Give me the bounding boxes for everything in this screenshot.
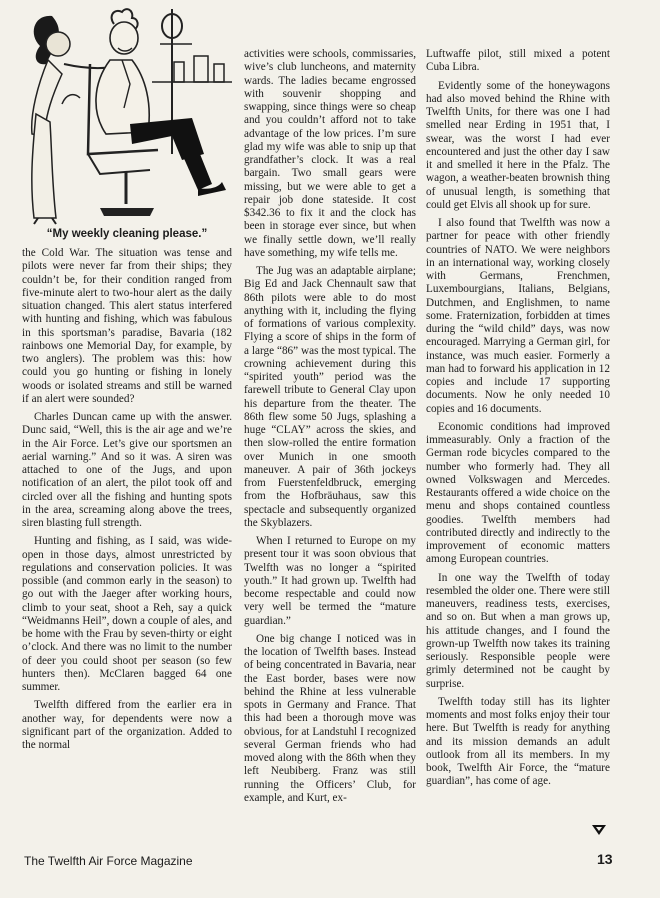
- page-number: 13: [597, 851, 613, 867]
- paragraph: Evidently some of the honeywagons had also moved behind the Rhine with Twelfth Units, for there was one I had smelled near Erding in 1951 that, I swear, was the worst I had ever encountered and just the other day I saw it and smelled it here in the Pfalz. The wagon, a weather-beaten brownish thing of unusual length, is something that could get Elvis all shook up for sure.: [426, 79, 610, 211]
- paragraph: Luftwaffe pilot, still mixed a potent Cuba Libra.: [426, 48, 610, 74]
- article-column-1: [22, 247, 232, 844]
- paragraph: Charles Duncan came up with the answer. Dunc said, “Well, this is the air age and we’re in the Air Force. Let’s give our sportsmen an aerial warning.” And so it was. A siren was attached to one of the Jugs, and upon notification of an alert, the pilot took off and circled over all the fishing and hunting spots in the area, screaming along above the trees, siren blasting full strength.: [22, 411, 232, 529]
- paragraph: In one way the Twelfth of today resembled the older one. There were still maneuvers, readiness tests, exercises, and so on. But when a man grows up, his attitude changes, and I found the grown-up Twelfth now takes its training seriously. Responsible people were grimly determined not be caught by surprise.: [426, 571, 610, 690]
- paragraph: The Jug was an adaptable airplane; Big Ed and Jack Chennault saw that 86th pilots were able to do most anything with it, including the flying of formations of various complexity. Flying a score of ships in the form of a large “86” was the most typical. The crowning achievement during this “spirited youth” period was the farewell tribute to General Clay upon his departure from the theater. The 86th flew some 50 Jugs, splashing a huge “CLAY” across the skies, and then slow-rolled the entire formation over Munich in one smooth maneuver. A pair of 36th jockeys from Fuerstenfeldbruck, emerging from the Hofbräuhaus, saw this spectacle and subsequently organized the Skyblazers.: [244, 265, 416, 529]
- paragraph: Economic conditions had improved immeasurably. Only a fraction of the German rode bicycles compared to the number who formerly had. They all owned Volkswagen and Mercedes. Restaurants offered a wide choice on the menu and shops contained countless goodies. Twelfth members had contributed directly and indirectly to the improvement of economic matters among European countries.: [426, 420, 610, 566]
- cartoon-caption: “My weekly cleaning please.”: [46, 228, 208, 240]
- paragraph: activities were schools, commissaries, wive’s club luncheons, and maternity wards. The ladies became engrossed with souvenir shopping and swapping, since things were so cheap and you couldn’t afford not to take advantage of the low prices. I’m sure glad my wife was able to snip up that grandfather’s clock. It was a real bargain. Two small gears were missing, but we were able to get a repair job done stateside. It cost $342.36 to fix it and the clock has been in storage ever since, but when we finally settle down, we’ll really have something, my wife tells me.: [244, 48, 416, 259]
- paragraph: I also found that Twelfth was now a partner for peace with other friendly countries of NATO. We were neighbors in an international way, working closely with Germans, Frenchmen, Luxembourgians, Italians, Belgians, Dutchmen, and Englishmen, to name some. Fraternization, forbidden at times during the “wild child” days, was now encouraged. Marrying a German girl, for instance, was much easier. Formerly a man had to forward his application in 12 copies and include 17 supporting documents. Now he only needed 10 copies and 16 documents.: [426, 217, 610, 415]
- article-column-3: [426, 48, 610, 844]
- paragraph: Twelfth differed from the earlier era in another way, for dependents were now a significant part of the organization. Added to the normal: [22, 699, 232, 751]
- dentist-cartoon-illustration: [22, 4, 232, 226]
- magazine-title-footer: The Twelfth Air Force Magazine: [24, 854, 193, 868]
- paragraph: Twelfth today still has its lighter moments and most folks enjoy their tour here. But Twelfth is ready for anything and its mission demands an adult outlook from all its members. In my book, Twelfth Air Force, the “mature guardian”, has come of age.: [426, 695, 610, 788]
- paragraph: One big change I noticed was in the location of Twelfth bases. Instead of being concentrated in Bavaria, near the East border, bases were now behind the Rhine at less vulnerable spots in Germany and France. That this had been a thorough move was obvious, for at Landstuhl I recognized several German friends who had moved along with the 86th when they left Neubiberg. Franz was still running the Officers’ Club, for example, and Kurt, ex-: [244, 632, 416, 804]
- paragraph: When I returned to Europe on my present tour it was soon obvious that Twelfth was no longer a “spirited youth.” It had grown up. Twelfth had become respectable and could now very well be termed the “mature guardian.”: [244, 535, 416, 627]
- paragraph: Hunting and fishing, as I said, was wide-open in those days, almost unrestricted by regulations and conservation policies. It was possible (and common early in the season) to go out with the Jaeger after working hours, climb to your seat, shoot a Reh, say a quick “Weidmanns Heil”, down a couple of ales, and be home with the Frau by seven-thirty or eight o’clock. And there was no limit to the number of deer you could shoot per season (so few hunters then). McClaren bagged 64 one summer.: [22, 535, 232, 693]
- paragraph: the Cold War. The situation was tense and pilots were never far from their ships; they couldn’t be, for their condition ranged from five-minute alert to two-hour alert as the daily situation changed. This alert status interfered with hunting and fishing, which was fabulous in this sportsman’s paradise, Bavaria (182 rainbows one Memorial Day, for example, by two anglers). The problem was this: how could you go hunting or fishing in lonely woods or isolated streams and still be warned if an alert were sounded?: [22, 247, 232, 405]
- article-column-2: [244, 48, 416, 844]
- article-end-mark-icon: [591, 824, 607, 836]
